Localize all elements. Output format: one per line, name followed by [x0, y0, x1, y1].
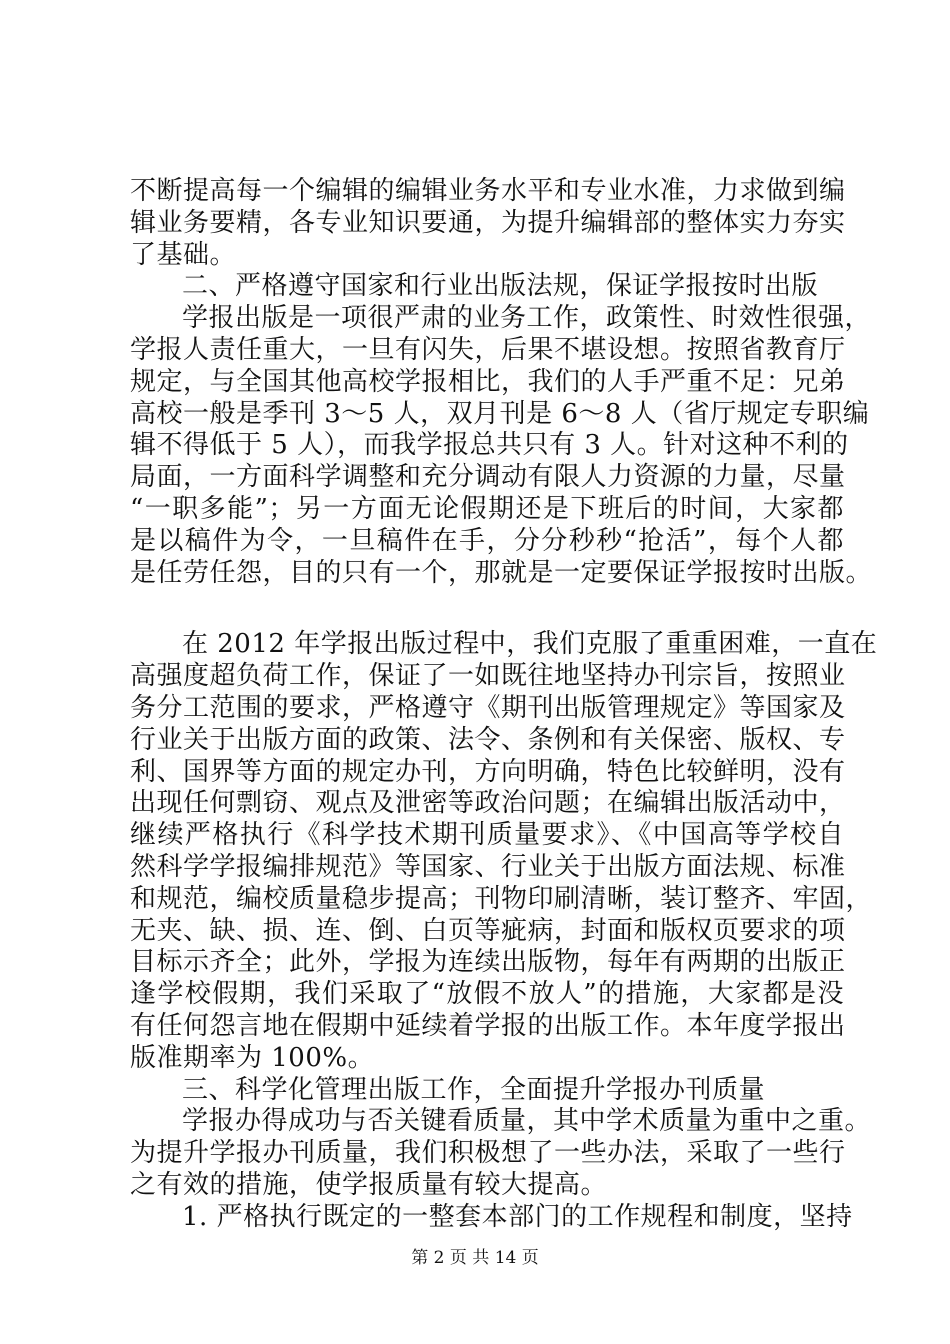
text-line: 然科学学报编排规范》等国家、行业关于出版方面法规、标准: [130, 851, 846, 882]
text-line: 学报人责任重大，一旦有闪失，后果不堪设想。按照省教育厅: [130, 334, 846, 365]
text-line: 无夹、缺、损、连、倒、白页等疵病，封面和版权页要求的项: [130, 915, 846, 946]
body-text: [130, 176, 878, 1234]
text-line: 行业关于出版方面的政策、法令、条例和有关保密、版权、专: [130, 724, 846, 755]
paragraph-gap: [130, 589, 844, 629]
text-line: 学报办得成功与否关键看质量，其中学术质量为重中之重。: [182, 1106, 872, 1137]
text-line: 务分工范围的要求，严格遵守《期刊出版管理规定》等国家及: [130, 692, 846, 723]
text-line: 为提升学报办刊质量，我们积极想了一些办法，采取了一些行: [130, 1138, 846, 1169]
text-line: 不断提高每一个编辑的编辑业务水平和专业水准，力求做到编: [130, 176, 846, 206]
paragraph: [130, 629, 878, 1074]
text-line: 高强度超负荷工作，保证了一如既往地坚持办刊宗旨，按照业: [130, 661, 846, 692]
text-line: 高校一般是季刊 3～5 人，双月刊是 6～8 人（省厅规定专职编: [130, 398, 870, 429]
text-line: 三、科学化管理出版工作，全面提升学报办刊质量: [182, 1074, 766, 1105]
text-line: 规定，与全国其他高校学报相比，我们的人手严重不足：兄弟: [130, 366, 846, 397]
text-line: 逢学校假期，我们采取了“放假不放人”的措施，大家都是没: [130, 979, 844, 1010]
text-line: 目标示齐全；此外，学报为连续出版物，每年有两期的出版正: [130, 947, 846, 978]
text-line: 学报出版是一项很严肃的业务工作，政策性、时效性很强，: [182, 303, 872, 334]
paragraph: [130, 176, 844, 271]
text-line: 局面，一方面科学调整和充分调动有限人力资源的力量，尽量: [130, 462, 846, 493]
text-line: 是以稿件为令，一旦稿件在手，分分秒秒“抢活”，每个人都: [130, 525, 844, 556]
text-line: 出现任何剽窃、观点及泄密等政治问题；在编辑出版活动中，: [130, 788, 846, 819]
paragraph: [130, 303, 873, 589]
text-line: 辑不得低于 5 人），而我学报总共只有 3 人。针对这种不利的: [130, 430, 849, 461]
paragraph: [130, 1106, 872, 1201]
text-line: 1. 严格执行既定的一整套本部门的工作规程和制度，坚持: [182, 1201, 853, 1232]
text-line: 辑业务要精，各专业知识要通，为提升编辑部的整体实力夯实: [130, 207, 846, 238]
text-line: “一职多能”；另一方面无论假期还是下班后的时间，大家都: [130, 493, 844, 524]
text-line: 继续严格执行《科学技术期刊质量要求》、《中国高等学校自: [130, 820, 844, 851]
text-line: 版准期率为 100%。: [130, 1042, 375, 1073]
text-line: 了基础。: [130, 239, 237, 270]
paragraph: [130, 1075, 844, 1107]
text-line: 二、严格遵守国家和行业出版法规，保证学报按时出版: [182, 271, 819, 302]
text-line: 在 2012 年学报出版过程中，我们克服了重重困难，一直在: [182, 629, 878, 660]
text-line: 有任何怨言地在假期中延续着学报的出版工作。本年度学报出: [130, 1010, 846, 1041]
paragraph: [130, 271, 844, 303]
text-line: 和规范，编校质量稳步提高；刊物印刷清晰，装订整齐、牢固，: [130, 883, 873, 914]
page-footer: 第 2 页 共 14 页: [411, 1248, 539, 1268]
paragraph: [130, 1201, 853, 1234]
text-line: 是任劳任怨，目的只有一个，那就是一定要保证学报按时出版。: [130, 557, 873, 588]
text-line: 之有效的措施，使学报质量有较大提高。: [130, 1169, 608, 1200]
text-line: 利、国界等方面的规定办刊，方向明确，特色比较鲜明，没有: [130, 756, 846, 787]
